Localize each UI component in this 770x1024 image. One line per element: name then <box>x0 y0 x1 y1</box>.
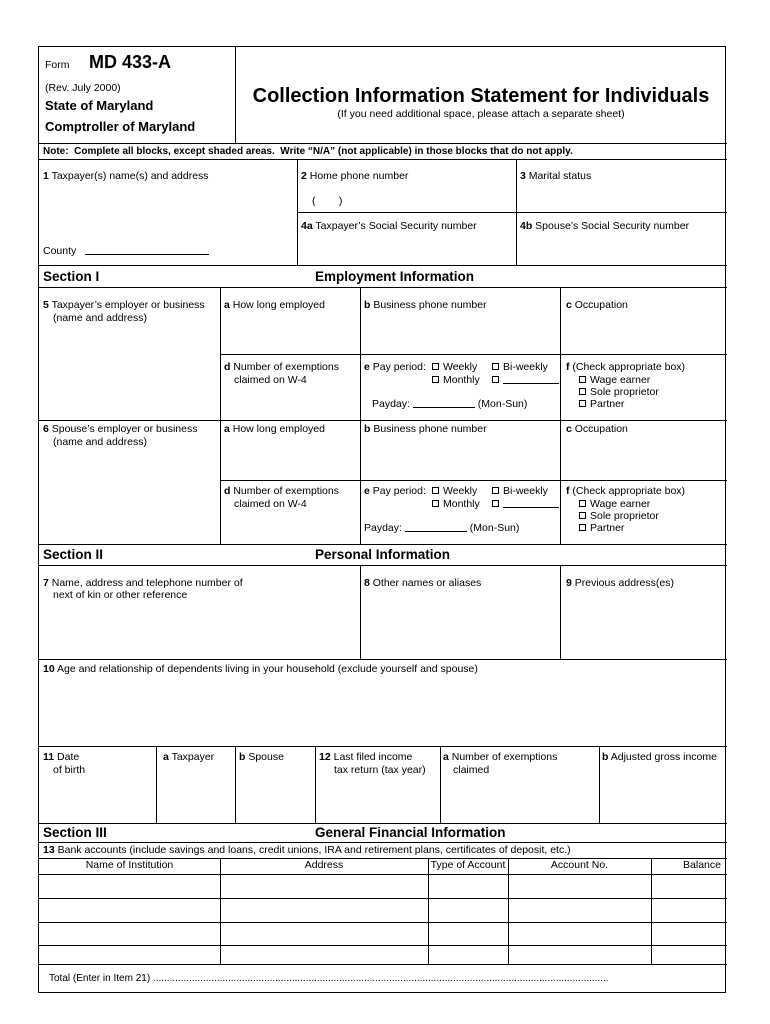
section-3-title: General Financial Information <box>315 825 506 840</box>
total-row-label: Total (Enter in Item 21) .................................................................................................................................................................... <box>49 973 609 984</box>
item-12a-sub: claimed <box>453 764 490 776</box>
item-7-sub: next of kin or other reference <box>53 589 188 601</box>
col-header-account-type: Type of Account <box>430 859 506 871</box>
agency-name: Comptroller of Maryland <box>45 119 196 134</box>
item-6c-occupation[interactable]: c Occupation <box>566 423 628 435</box>
item-11a-taxpayer-dob[interactable]: a Taxpayer <box>163 751 215 763</box>
checkbox-5-biweekly[interactable]: Bi-weekly <box>492 361 548 374</box>
page-subtitle: (If you need additional space, please attach a separate sheet) <box>337 108 625 120</box>
page-title: Collection Information Statement for Individuals <box>252 85 710 107</box>
item-5b-business-phone[interactable]: b Business phone number <box>364 299 487 311</box>
item-10-dependents[interactable]: 10 Age and relationship of dependents living in your household (exclude yourself and spouse) <box>43 663 478 675</box>
col-header-account-no: Account No. <box>550 859 609 871</box>
item-12-sub: tax return (tax year) <box>334 764 426 776</box>
checkbox-5-weekly[interactable]: Weekly <box>432 361 477 374</box>
item-6f-employment-type: f (Check appropriate box) <box>566 485 686 497</box>
item-5f-employment-type: f (Check appropriate box) <box>566 361 686 373</box>
item-4a-taxpayer-ssn[interactable]: 4a Taxpayer’s Social Security number <box>301 220 477 232</box>
checkbox-6-wage-earner[interactable]: Wage earner <box>579 498 650 511</box>
item-6d-sub: claimed on W-4 <box>234 498 307 510</box>
form-label: Form <box>45 59 70 71</box>
phone-area-code[interactable]: ( ) <box>312 195 343 207</box>
checkbox-5-monthly[interactable]: Monthly <box>432 374 480 387</box>
item-5a-how-long-employed[interactable]: a How long employed <box>224 299 325 311</box>
item-1-taxpayer-name-address[interactable]: 1 Taxpayer(s) name(s) and address <box>43 170 209 182</box>
checkbox-6-weekly[interactable]: Weekly <box>432 485 477 498</box>
item-8-other-names[interactable]: 8 Other names or aliases <box>364 577 482 589</box>
checkbox-5-wage-earner[interactable]: Wage earner <box>579 374 650 387</box>
checkbox-5-partner[interactable]: Partner <box>579 398 624 411</box>
checkbox-5-sole-proprietor[interactable]: Sole proprietor <box>579 386 659 399</box>
checkbox-5-other[interactable] <box>492 374 559 387</box>
item-5-taxpayer-employer[interactable]: 5 Taxpayer’s employer or business <box>43 299 205 311</box>
item-5e-pay-period: e Pay period: <box>364 361 426 373</box>
item-13-bank-accounts: 13 Bank accounts (include savings and loans, credit unions, IRA and retirement plans, certificates of deposit, etc.) <box>43 844 571 856</box>
item-2-home-phone[interactable]: 2 Home phone number <box>301 170 409 182</box>
item-11-sub: of birth <box>53 764 86 776</box>
checkbox-6-sole-proprietor[interactable]: Sole proprietor <box>579 510 659 523</box>
item-5-sub: (name and address) <box>53 312 147 324</box>
item-11-date-of-birth: 11 Date <box>43 751 80 763</box>
item-6-payday[interactable]: Payday: (Mon-Sun) <box>364 522 520 534</box>
item-6e-pay-period: e Pay period: <box>364 485 426 497</box>
checkbox-6-partner[interactable]: Partner <box>579 522 624 535</box>
item-6-spouse-employer[interactable]: 6 Spouse’s employer or business <box>43 423 198 435</box>
item-4b-spouse-ssn[interactable]: 4b Spouse’s Social Security number <box>520 220 690 232</box>
section-1-title: Employment Information <box>315 269 475 284</box>
item-5c-occupation[interactable]: c Occupation <box>566 299 628 311</box>
item-6-sub: (name and address) <box>53 436 147 448</box>
md433a-form <box>38 46 726 993</box>
table-row[interactable] <box>39 898 727 899</box>
item-5-payday[interactable]: Payday: (Mon-Sun) <box>372 398 528 410</box>
item-12b-adjusted-gross-income[interactable]: b Adjusted gross income <box>602 751 717 763</box>
item-6a-how-long-employed[interactable]: a How long employed <box>224 423 325 435</box>
instructions-note: Note: Complete all blocks, except shaded areas. Write “N/A” (not applicable) in those blocks that do not apply. <box>43 146 573 157</box>
col-header-address: Address <box>304 859 344 871</box>
col-header-institution: Name of Institution <box>85 859 174 871</box>
form-number: MD 433-A <box>89 52 172 72</box>
item-3-marital-status[interactable]: 3 Marital status <box>520 170 592 182</box>
item-7-next-of-kin[interactable]: 7 Name, address and telephone number of <box>43 577 243 589</box>
item-12a-exemptions[interactable]: a Number of exemptions <box>443 751 558 763</box>
checkbox-6-other[interactable] <box>492 498 559 511</box>
col-header-balance: Balance <box>683 859 721 871</box>
state-name: State of Maryland <box>45 98 154 113</box>
county-field[interactable]: County <box>43 245 209 258</box>
item-5d-sub: claimed on W-4 <box>234 374 307 386</box>
item-9-previous-addresses[interactable]: 9 Previous address(es) <box>566 577 674 589</box>
section-1-label: Section I <box>43 269 100 284</box>
section-2-title: Personal Information <box>315 547 451 562</box>
table-row[interactable] <box>39 922 727 923</box>
item-11b-spouse-dob[interactable]: b Spouse <box>239 751 284 763</box>
revision-date: (Rev. July 2000) <box>45 82 121 94</box>
county-blank[interactable] <box>85 254 209 255</box>
item-5d-exemptions[interactable]: d Number of exemptions <box>224 361 339 373</box>
table-row[interactable] <box>39 945 727 946</box>
section-3-label: Section III <box>43 825 107 840</box>
checkbox-6-biweekly[interactable]: Bi-weekly <box>492 485 548 498</box>
section-2-label: Section II <box>43 547 104 562</box>
item-6b-business-phone[interactable]: b Business phone number <box>364 423 487 435</box>
checkbox-6-monthly[interactable]: Monthly <box>432 498 480 511</box>
item-12-last-return[interactable]: 12 Last filed income <box>319 751 413 763</box>
item-6d-exemptions[interactable]: d Number of exemptions <box>224 485 339 497</box>
